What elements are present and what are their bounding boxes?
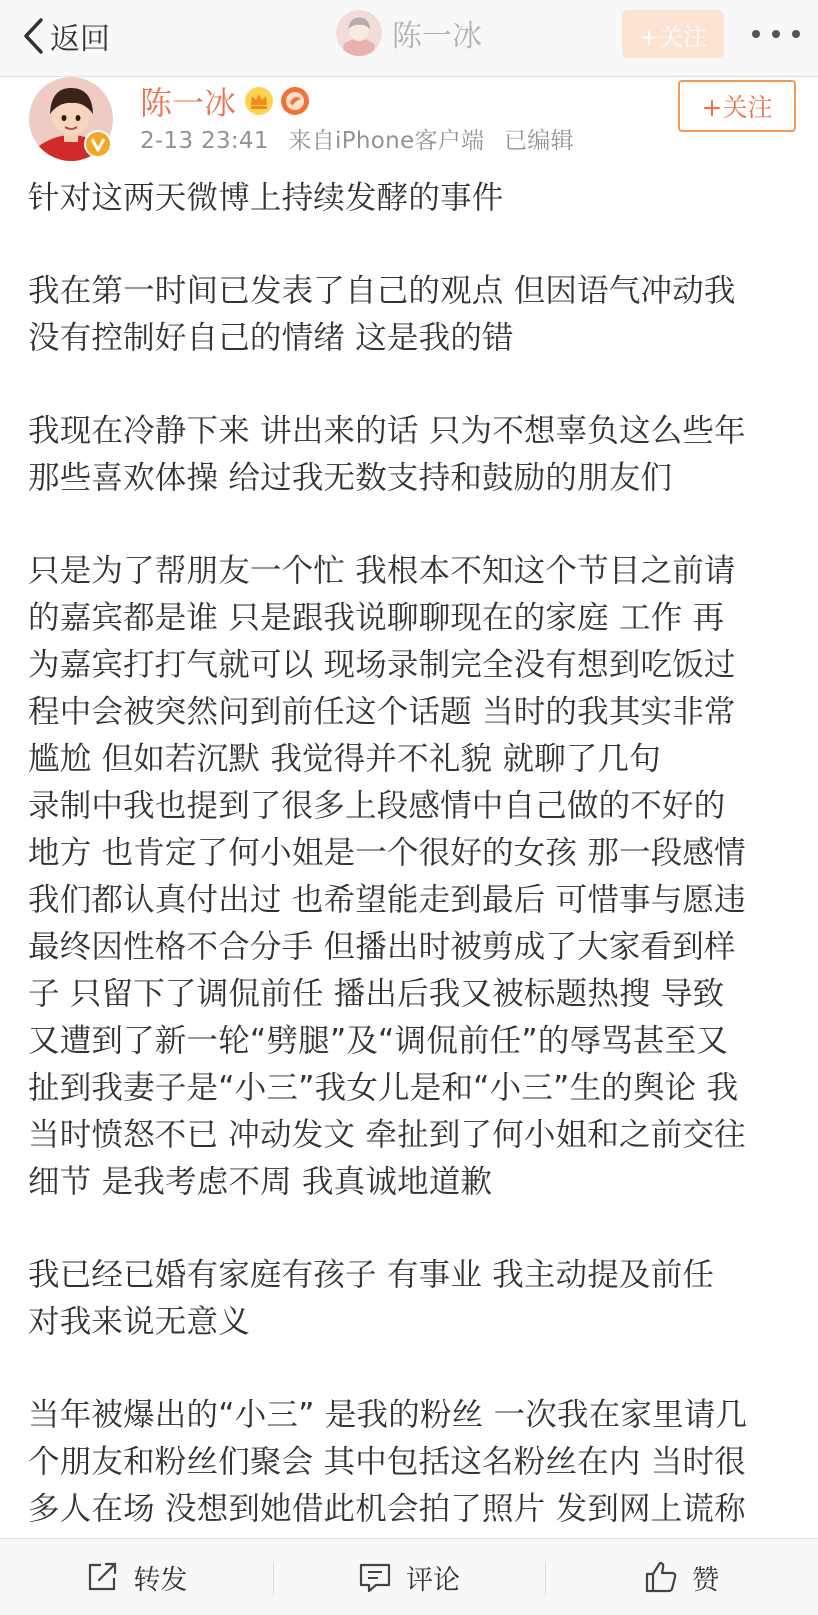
avatar[interactable] xyxy=(28,76,114,162)
nav-follow-button[interactable]: +关注 xyxy=(622,10,724,58)
author-name-row xyxy=(140,78,310,124)
post-source: 来自iPhone客户端 xyxy=(288,128,485,154)
repost-label: 转发 xyxy=(133,1564,188,1596)
repost-button[interactable] xyxy=(0,1539,273,1615)
nav-username: 陈一冰 xyxy=(392,19,482,54)
comment-button[interactable] xyxy=(273,1539,546,1615)
top-navigation-bar xyxy=(0,0,818,77)
post-edited-label: 已编辑 xyxy=(503,128,574,154)
post-paragraph: 我在第一时间已发表了自己的观点 但因语气冲动我 没有控制好自己的情绪 这是我的错 xyxy=(28,273,736,356)
more-options-icon[interactable] xyxy=(752,24,800,44)
author-name[interactable]: 陈一冰 xyxy=(140,84,237,122)
like-button[interactable] xyxy=(545,1539,818,1615)
vip-crown-icon xyxy=(244,86,274,116)
nav-avatar xyxy=(336,10,382,56)
back-label: 返回 xyxy=(50,22,110,57)
bottom-action-bar xyxy=(0,1538,818,1615)
comment-icon xyxy=(358,1560,392,1594)
comment-label: 评论 xyxy=(406,1564,460,1596)
post-timestamp: 2-13 23:41 xyxy=(140,128,269,154)
medal-icon xyxy=(280,86,310,116)
follow-button[interactable]: +关注 xyxy=(678,80,796,132)
post-paragraph: 只是为了帮朋友一个忙 我根本不知这个节目之前请 的嘉宾都是谁 只是跟我说聊聊现在的家庭 工作 再 为嘉宾打打气就可以 现场录制完全没有想到吃饭过 程中会被突然问到前任这个话题 当时的我其实非常 尴尬 但如若沉默 我觉得并不礼貌 就聊了几句 录制中我也提到了很多上段感情中自己做的不好的 地方 也肯定了何小姐是一个很好的女孩 那一段感情 我们都认真付出过 也希望能走到最后 可惜事与愿违 最终因性格不合分手 但播出时被剪成了大家看到样 子 只留下了调侃前任 播出后我又被标题热搜 导致 又遭到了新一轮“劈腿”及“调侃前任”的辱骂甚至又 扯到我妻子是“小三”我女儿是和“小三”生的舆论 我 当时愤怒不已 冲动发文 牵扯到了何小姐和之前交往 细节 是我考虑不周 我真诚地道歉 xyxy=(28,553,746,1200)
post-paragraph: 我现在冷静下来 讲出来的话 只为不想辜负这么些年 那些喜欢体操 给过我无数支持和鼓励的朋友们 xyxy=(28,413,746,496)
repost-icon xyxy=(85,1560,119,1594)
back-button[interactable] xyxy=(22,14,110,58)
post-meta xyxy=(140,122,574,155)
chevron-left-icon xyxy=(22,17,44,55)
like-label: 赞 xyxy=(692,1564,720,1596)
post-body xyxy=(28,175,796,1579)
post-paragraph: 我已经已婚有家庭有孩子 有事业 我主动提及前任 对我来说无意义 xyxy=(28,1257,715,1340)
post-paragraph: 当年被爆出的“小三” 是我的粉丝 一次我在家里请几 个朋友和粉丝们聚会 其中包括这名粉丝在内 当时很 多人在场 没想到她借此机会拍了照片 发到网上谎称 xyxy=(28,1397,748,1527)
thumbs-up-icon xyxy=(644,1560,678,1594)
post-paragraph: 针对这两天微博上持续发酵的事件 xyxy=(28,180,504,216)
nav-user-info[interactable] xyxy=(336,10,482,56)
post-author-header xyxy=(28,76,798,166)
verified-v-icon xyxy=(84,130,112,158)
